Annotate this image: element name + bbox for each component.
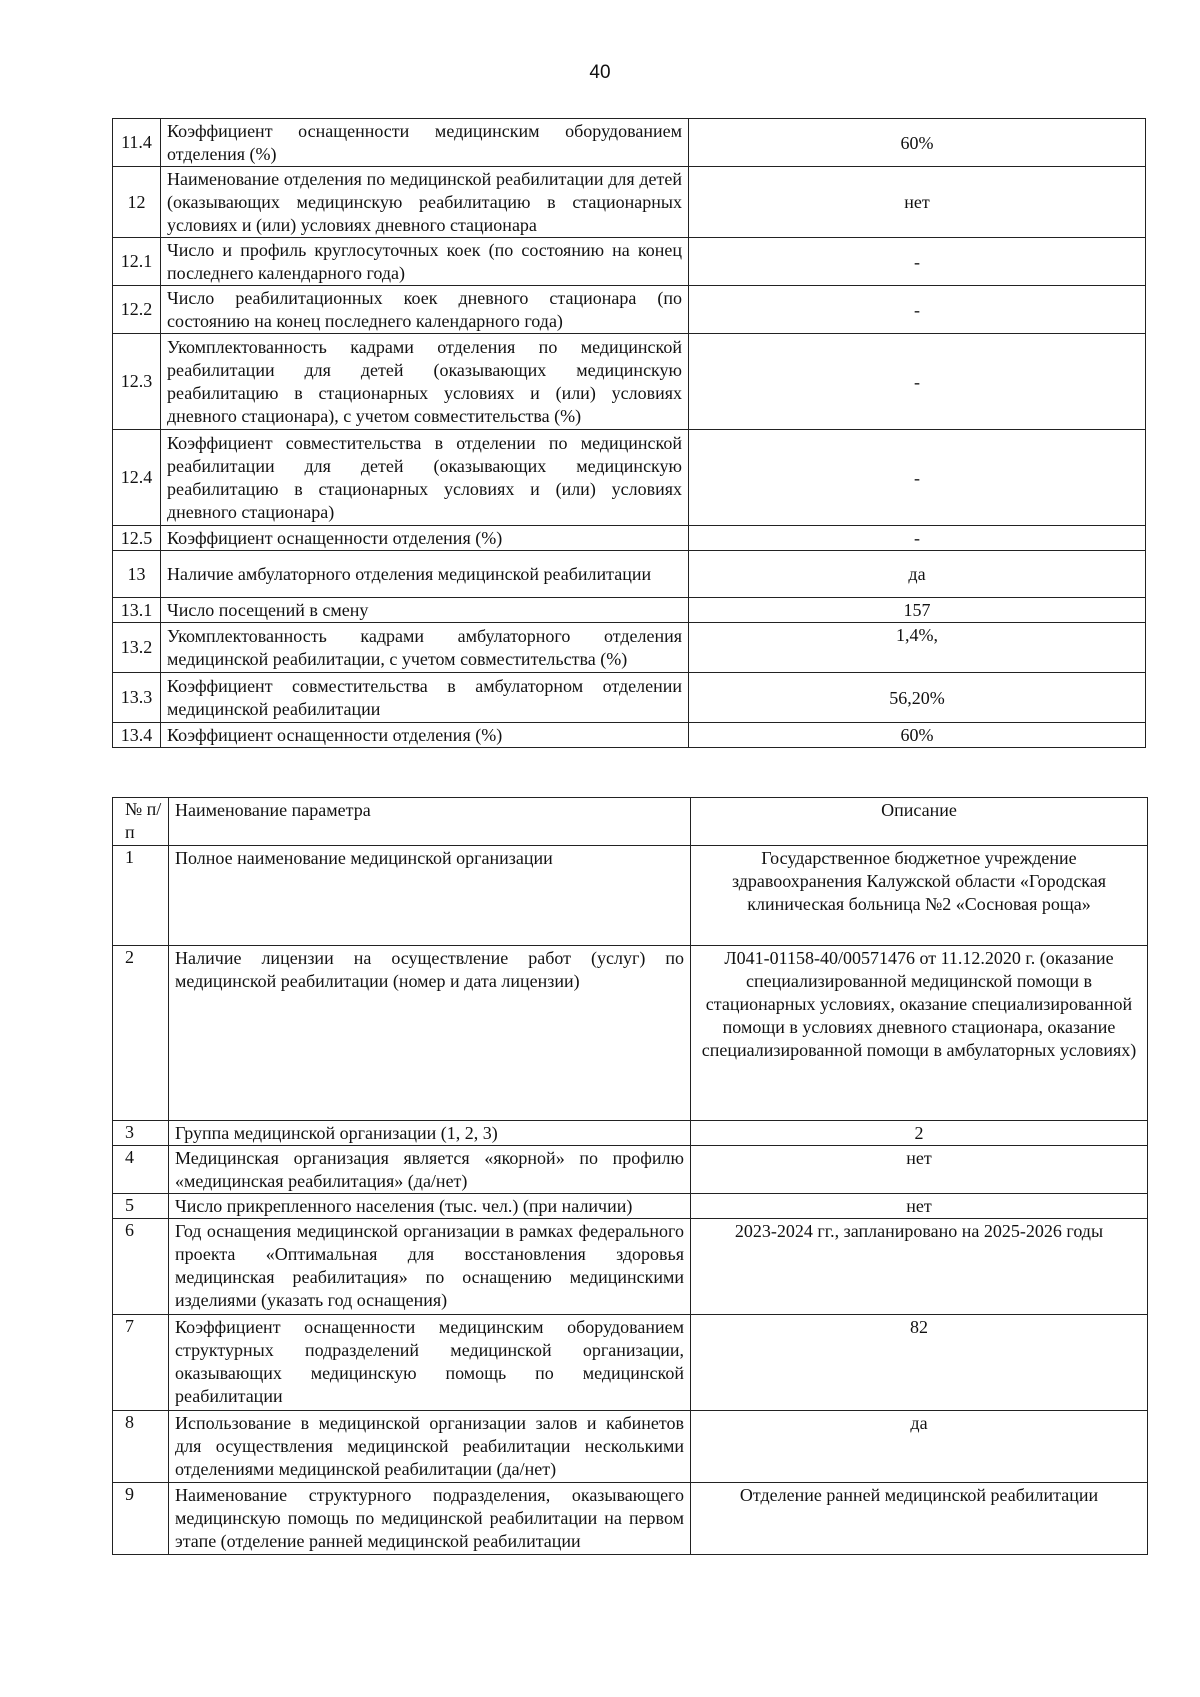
row-number: 13.3 (113, 673, 161, 723)
row-value: Л041-01158-40/00571476 от 11.12.2020 г. (оказание специализированной медицинской помощи в стационарных условиях, оказание специализированной помощи в условиях дневного стационара, оказание специализированной помощи в амбулаторных условиях) (691, 946, 1148, 1121)
row-value: 82 (691, 1315, 1148, 1411)
table-row (113, 238, 1146, 286)
table-row (113, 846, 1148, 946)
row-number: 9 (113, 1483, 169, 1555)
row-parameter: Использование в медицинской организации залов и кабинетов для осуществления медицинской реабилитации несколькими отделениями медицинской реабилитации (да/нет) (169, 1411, 691, 1483)
row-number: 13 (113, 551, 161, 598)
row-number: 12.5 (113, 526, 161, 551)
row-number: 12.3 (113, 334, 161, 430)
row-value: 60% (689, 723, 1146, 748)
row-parameter: Полное наименование медицинской организации (169, 846, 691, 946)
row-number: 12.4 (113, 430, 161, 526)
row-parameter: Наименование отделения по медицинской реабилитации для детей (оказывающих медицинскую реабилитацию в стационарных условиях и (или) условиях дневного стационара (161, 167, 689, 238)
row-value: да (691, 1411, 1148, 1483)
row-parameter: Укомплектованность кадрами отделения по медицинской реабилитации для детей (оказывающих медицинскую реабилитацию в стационарных условиях и (или) условиях дневного стационара), с учетом совместительства (%) (161, 334, 689, 430)
page-number: 40 (589, 62, 611, 83)
row-value: 1,4%, (689, 623, 1146, 673)
row-number: 13.2 (113, 623, 161, 673)
row-value: 2023-2024 гг., запланировано на 2025-2026 годы (691, 1219, 1148, 1315)
table-row (113, 1146, 1148, 1194)
table-row (113, 1483, 1148, 1555)
table-row (113, 598, 1146, 623)
row-parameter: Коэффициент оснащенности медицинским оборудованием отделения (%) (161, 119, 689, 167)
organization-parameters-table (112, 797, 1148, 1555)
row-number: 3 (113, 1121, 169, 1146)
row-value: - (689, 526, 1146, 551)
row-parameter: Укомплектованность кадрами амбулаторного отделения медицинской реабилитации, с учетом совместительства (%) (161, 623, 689, 673)
table-row (113, 623, 1146, 673)
table-row (113, 1315, 1148, 1411)
row-number: 7 (113, 1315, 169, 1411)
header-number: № п/п (113, 798, 169, 846)
row-number: 6 (113, 1219, 169, 1315)
table-header-row (113, 798, 1148, 846)
row-number: 2 (113, 946, 169, 1121)
row-number: 13.4 (113, 723, 161, 748)
table-row (113, 723, 1146, 748)
row-parameter: Группа медицинской организации (1, 2, 3) (169, 1121, 691, 1146)
table-row (113, 673, 1146, 723)
row-value: нет (689, 167, 1146, 238)
table-row (113, 946, 1148, 1121)
table-row (113, 1411, 1148, 1483)
table-row (113, 1121, 1148, 1146)
row-value: нет (691, 1146, 1148, 1194)
row-number: 4 (113, 1146, 169, 1194)
row-value: 2 (691, 1121, 1148, 1146)
row-value: да (689, 551, 1146, 598)
table-row (113, 286, 1146, 334)
table-row (113, 430, 1146, 526)
row-value: - (689, 238, 1146, 286)
row-parameter: Число реабилитационных коек дневного стационара (по состоянию на конец последнего календарного года) (161, 286, 689, 334)
row-number: 1 (113, 846, 169, 946)
row-parameter: Наличие лицензии на осуществление работ (услуг) по медицинской реабилитации (номер и дата лицензии) (169, 946, 691, 1121)
row-value: - (689, 430, 1146, 526)
row-parameter: Число посещений в смену (161, 598, 689, 623)
row-parameter: Коэффициент оснащенности отделения (%) (161, 526, 689, 551)
row-value: 56,20% (689, 673, 1146, 723)
table-row (113, 1194, 1148, 1219)
row-value: Отделение ранней медицинской реабилитации (691, 1483, 1148, 1555)
row-value: - (689, 334, 1146, 430)
row-parameter: Число и профиль круглосуточных коек (по состоянию на конец последнего календарного года) (161, 238, 689, 286)
table-row (113, 167, 1146, 238)
row-number: 5 (113, 1194, 169, 1219)
row-parameter: Коэффициент оснащенности медицинским оборудованием структурных подразделений медицинской организации, оказывающих медицинскую помощь по медицинской реабилитации (169, 1315, 691, 1411)
row-parameter: Медицинская организация является «якорной» по профилю «медицинская реабилитация» (да/нет) (169, 1146, 691, 1194)
row-parameter: Коэффициент совместительства в отделении по медицинской реабилитации для детей (оказывающих медицинскую реабилитацию в стационарных условиях и (или) условиях дневного стационара) (161, 430, 689, 526)
row-parameter: Число прикрепленного населения (тыс. чел.) (при наличии) (169, 1194, 691, 1219)
row-parameter: Наличие амбулаторного отделения медицинской реабилитации (161, 551, 689, 598)
row-value: 157 (689, 598, 1146, 623)
row-parameter: Наименование структурного подразделения, оказывающего медицинскую помощь по медицинской реабилитации на первом этапе (отделение ранней медицинской реабилитации (169, 1483, 691, 1555)
row-number: 12 (113, 167, 161, 238)
row-number: 12.1 (113, 238, 161, 286)
row-number: 11.4 (113, 119, 161, 167)
row-number: 12.2 (113, 286, 161, 334)
row-parameter: Год оснащения медицинской организации в рамках федерального проекта «Оптимальная для восстановления здоровья медицинская реабилитация» по оснащению медицинскими изделиями (указать год оснащения) (169, 1219, 691, 1315)
table-row (113, 119, 1146, 167)
header-parameter: Наименование параметра (169, 798, 691, 846)
table-row (113, 334, 1146, 430)
row-value: нет (691, 1194, 1148, 1219)
header-description: Описание (691, 798, 1148, 846)
rehab-indicators-table (112, 118, 1146, 748)
row-value: Государственное бюджетное учреждение здравоохранения Калужской области «Городская клиническая больница №2 «Сосновая роща» (691, 846, 1148, 946)
row-parameter: Коэффициент оснащенности отделения (%) (161, 723, 689, 748)
row-parameter: Коэффициент совместительства в амбулаторном отделении медицинской реабилитации (161, 673, 689, 723)
table-row (113, 551, 1146, 598)
row-value: 60% (689, 119, 1146, 167)
table-row (113, 1219, 1148, 1315)
row-number: 13.1 (113, 598, 161, 623)
table-row (113, 526, 1146, 551)
row-number: 8 (113, 1411, 169, 1483)
row-value: - (689, 286, 1146, 334)
